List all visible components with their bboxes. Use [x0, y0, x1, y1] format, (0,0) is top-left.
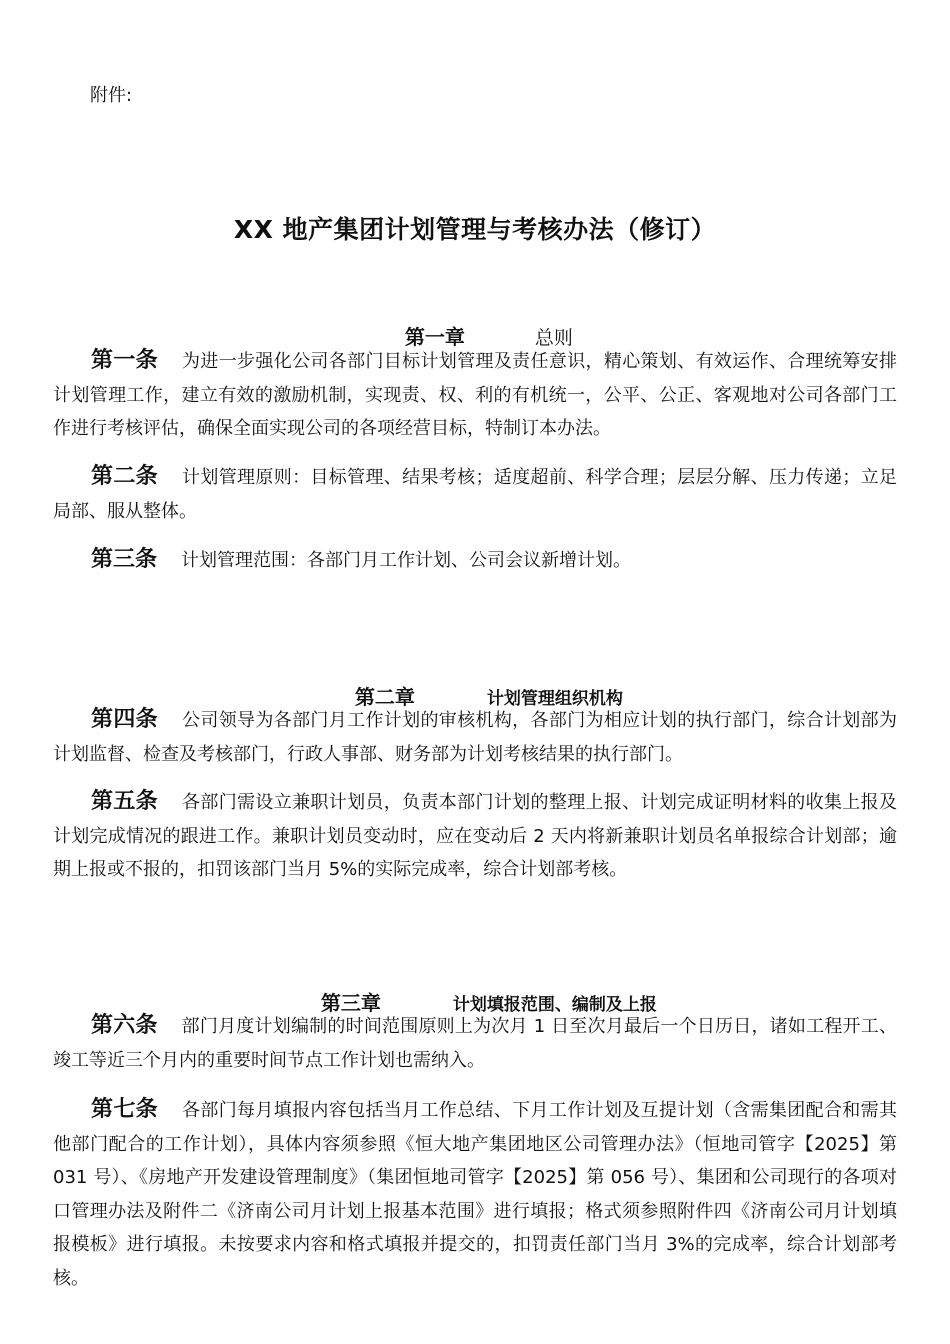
article-text: 各部门每月填报内容包括当月工作总结、下月工作计划及互提计划（含需集团配合和需其他部门配合的工作计划），具体内容须参照《恒大地产集团地区公司管理办法》（恒地司管字【2025】第 031 号）、《房地产开发建设管理制度》（集团恒地司管字【2025】第 056 号）、集团和公司现行的各项对口管理办法及附件二《济南公司月计划上报基本范围》进行填报；格式须参照附件四《济南公司月计划填报模板》进行填报。未按要求内容和格式填报并提交的，扣罚责任部门当月 3%的完成率，综合计划部考核。: [53, 1100, 897, 1289]
article: [53, 785, 897, 887]
article: [53, 703, 897, 771]
article-text: 计划管理范围：各部门月工作计划、公司会议新增计划。: [181, 550, 632, 571]
article: [53, 1009, 897, 1077]
chapter-number: 第二章: [354, 685, 415, 709]
chapter-name: 计划填报范围、编制及上报: [452, 995, 657, 1015]
article-text: 计划管理原则：目标管理、结果考核；适度超前、科学合理；层层分解、压力传递；立足局部、服从整体。: [53, 467, 897, 522]
article-text: 部门月度计划编制的时间范围原则上为次月 1 日至次月最后一个日历日，诸如工程开工、竣工等近三个月内的重要时间节点工作计划也需纳入。: [53, 1016, 897, 1071]
article: [53, 460, 897, 528]
article-number: 第二条: [91, 464, 159, 489]
article: [53, 543, 897, 578]
document-title: XX 地产集团计划管理与考核办法（修订）: [233, 215, 717, 244]
article: [53, 344, 897, 446]
article-number: 第六条: [91, 1013, 158, 1038]
attachment-label: 附件:: [90, 85, 133, 106]
article-number: 第三条: [91, 547, 158, 572]
chapter-name: 计划管理组织机构: [486, 689, 623, 709]
article-number: 第一条: [91, 348, 159, 373]
article: [53, 1093, 897, 1295]
chapter-number: 第三章: [320, 991, 381, 1015]
article-text: 公司领导为各部门月工作计划的审核机构，各部门为相应计划的执行部门，综合计划部为计划监督、检查及考核部门，行政人事部、财务部为计划考核结果的执行部门。: [53, 710, 897, 765]
article-number: 第五条: [91, 789, 159, 814]
article-text: 各部门需设立兼职计划员，负责本部门计划的整理上报、计划完成证明材料的收集上报及计划完成情况的跟进工作。兼职计划员变动时，应在变动后 2 天内将新兼职计划员名单报综合计划部；逾期上报或不报的，扣罚该部门当月 5%的实际完成率，综合计划部考核。: [53, 792, 897, 880]
chapter-name: 总则: [534, 327, 573, 349]
article-text: 为进一步强化公司各部门目标计划管理及责任意识，精心策划、有效运作、合理统筹安排计划管理工作，建立有效的激励机制，实现责、权、利的有机统一，公平、公正、客观地对公司各部门工作进行考核评估，确保全面实现公司的各项经营目标，特制订本办法。: [53, 351, 897, 439]
chapter-number: 第一章: [404, 325, 465, 349]
article-number: 第七条: [91, 1097, 159, 1122]
article-number: 第四条: [91, 707, 159, 732]
